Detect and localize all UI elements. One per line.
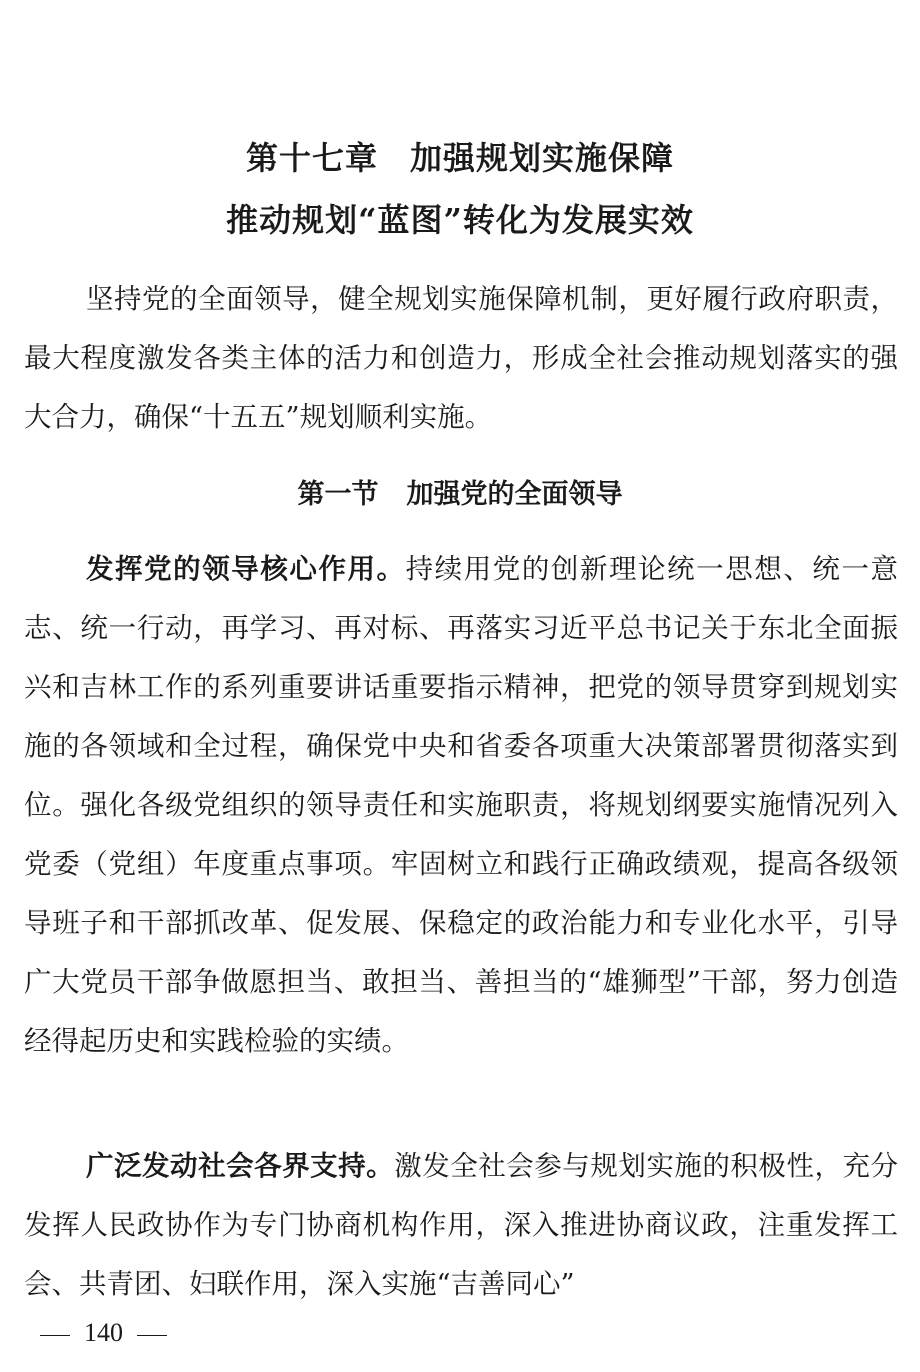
paragraph-party-leadership bbox=[24, 540, 898, 1071]
footer-dash-right bbox=[137, 1335, 167, 1336]
paragraph-lead: 发挥党的领导核心作用。 bbox=[86, 553, 406, 585]
page-footer bbox=[40, 1318, 167, 1348]
page-number: 140 bbox=[84, 1318, 123, 1347]
footer-dash-left bbox=[40, 1335, 70, 1336]
section-number: 第一节 bbox=[297, 479, 379, 510]
chapter-title: 加强规划实施保障 bbox=[410, 139, 675, 177]
paragraph-social-support bbox=[24, 1137, 898, 1314]
paragraph-body: 持续用党的创新理论统一思想、统一意志、统一行动，再学习、再对标、再落实习近平总书记关于东北全面振兴和吉林工作的系列重要讲话重要指示精神，把党的领导贯穿到规划实施的各领域和全过程，确保党中央和省委各项重大决策部署贯彻落实到位。强化各级党组织的领导责任和实施职责，将规划纲要实施情况列入党委（党组）年度重点事项。牢固树立和践行正确政绩观，提高各级领导班子和干部抓改革、促发展、保稳定的政治能力和专业化水平，引导广大党员干部争做愿担当、敢担当、善担当的“雄狮型”干部，努力创造经得起历史和实践检验的实绩。 bbox=[24, 553, 899, 1057]
intro-paragraph: 坚持党的全面领导，健全规划实施保障机制，更好履行政府职责，最大程度激发各类主体的活力和创造力，形成全社会推动规划落实的强大合力，确保“十五五”规划顺利实施。 bbox=[24, 283, 898, 433]
paragraph-lead: 广泛发动社会各界支持。 bbox=[86, 1150, 395, 1182]
chapter-title-line1 bbox=[0, 133, 920, 179]
section-heading bbox=[0, 472, 920, 511]
chapter-title-line2: 推动规划“蓝图”转化为发展实效 bbox=[226, 201, 694, 239]
chapter-number: 第十七章 bbox=[245, 139, 378, 177]
paragraph-body: 激发全社会参与规划实施的积极性，充分发挥人民政协作为专门协商机构作用，深入推进协商议政，注重发挥工会、共青团、妇联作用，深入实施“吉善同心” bbox=[24, 1150, 899, 1300]
section-title: 加强党的全面领导 bbox=[406, 479, 623, 510]
